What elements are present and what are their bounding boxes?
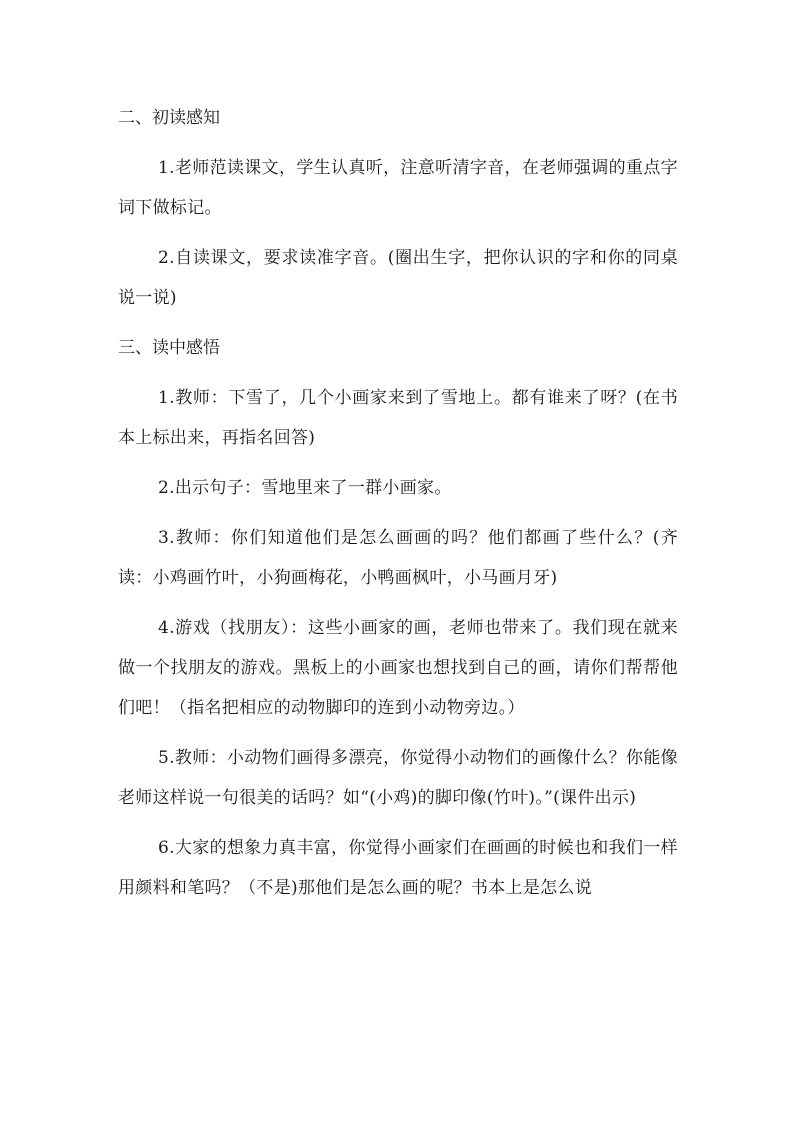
paragraph-3-5: 5.教师：小动物们画得多漂亮，你觉得小动物们的画像什么？你能像老师这样说一句很美的话吗？如“(小鸡)的脚印像(竹叶)。”(课件出示) bbox=[118, 748, 678, 808]
document-body bbox=[118, 98, 678, 918]
section-heading-reading-insight: 三、读中感悟 bbox=[118, 338, 220, 358]
paragraph-2-1: 1.老师范读课文，学生认真听，注意听清字音，在老师强调的重点字词下做标记。 bbox=[118, 158, 678, 218]
paragraph-3-3: 3.教师：你们知道他们是怎么画画的吗？他们都画了些什么？(齐读：小鸡画竹叶，小狗画梅花，小鸭画枫叶，小马画月牙) bbox=[118, 528, 678, 588]
section-heading-first-reading: 二、初读感知 bbox=[118, 108, 220, 128]
paragraph-3-2: 2.出示句子：雪地里来了一群小画家。 bbox=[158, 478, 452, 498]
paragraph-3-1: 1.教师：下雪了，几个小画家来到了雪地上。都有谁来了呀？(在书本上标出来，再指名回答) bbox=[118, 388, 678, 448]
paragraph-3-4: 4.游戏（找朋友）：这些小画家的画，老师也带来了。我们现在就来做一个找朋友的游戏。黑板上的小画家也想找到自己的画，请你们帮帮他们吧！（指名把相应的动物脚印的连到小动物旁边。） bbox=[118, 618, 678, 718]
paragraph-3-6: 6.大家的想象力真丰富，你觉得小画家们在画画的时候也和我们一样用颜料和笔吗？（不是)那他们是怎么画的呢？书本上是怎么说 bbox=[118, 838, 678, 898]
paragraph-2-2: 2.自读课文，要求读准字音。(圈出生字，把你认识的字和你的同桌说一说) bbox=[118, 248, 678, 308]
